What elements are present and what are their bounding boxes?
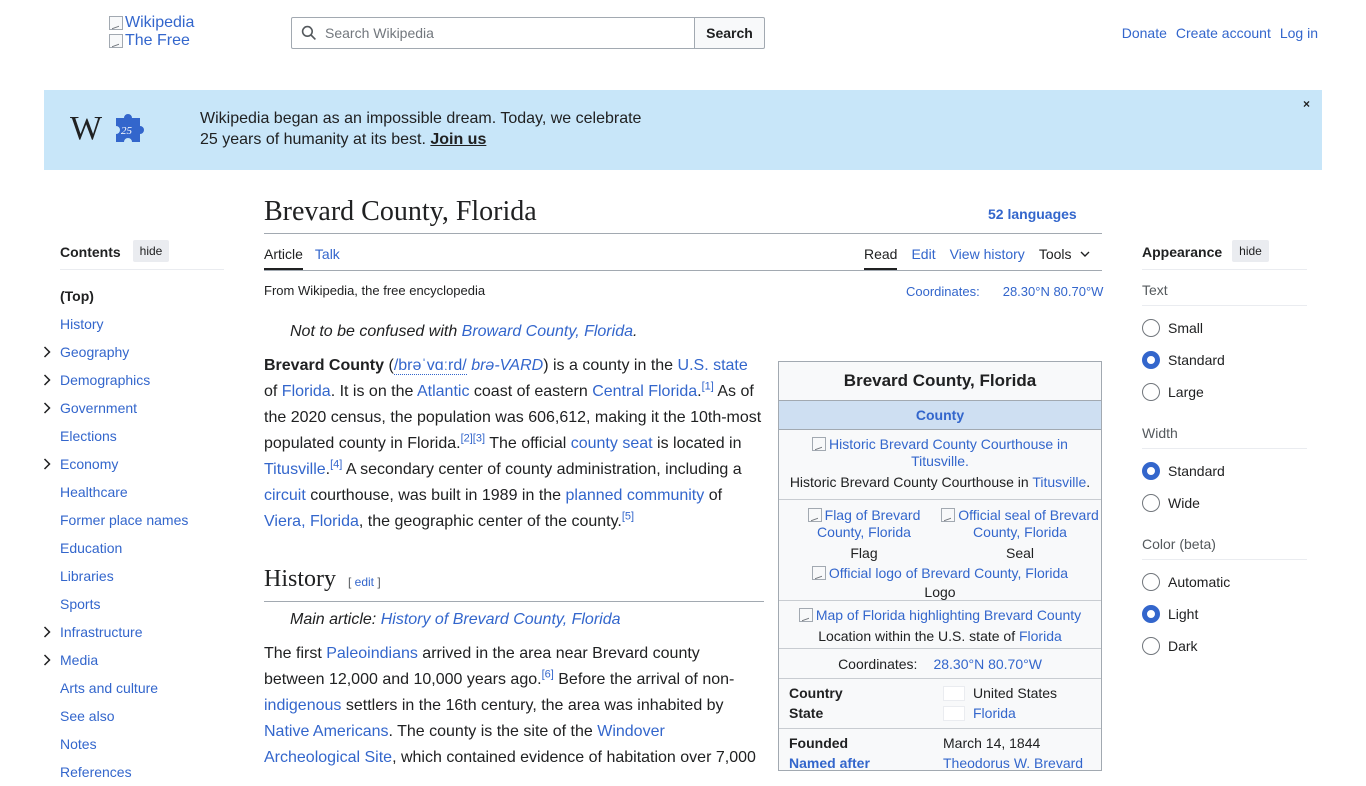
text-size-title: Text <box>1142 282 1307 306</box>
toc-item-label: Libraries <box>60 568 114 584</box>
main-article-link[interactable]: History of Brevard County, Florida <box>380 611 621 628</box>
tab-view-history[interactable]: View history <box>949 246 1025 262</box>
history-heading-text: History <box>264 566 336 592</box>
broken-image-icon <box>812 566 826 580</box>
toc-item-label: (Top) <box>60 288 94 304</box>
tab-read-underline <box>864 268 897 270</box>
text-size-option-label: Standard <box>1168 352 1225 368</box>
chevron-right-icon[interactable] <box>40 457 54 471</box>
toc-item[interactable] <box>40 338 230 366</box>
tab-edit[interactable]: Edit <box>911 246 936 262</box>
color-section <box>1142 536 1307 662</box>
radio-icon[interactable] <box>1142 319 1160 337</box>
appearance-header <box>1142 240 1307 270</box>
chevron-right-icon[interactable] <box>40 653 54 667</box>
country-value: United States <box>973 685 1058 701</box>
toc-item-label: Economy <box>60 456 119 472</box>
toc-item[interactable] <box>40 366 230 394</box>
broken-image-icon <box>812 437 826 451</box>
toc-list <box>40 282 230 786</box>
tab-article-underline <box>264 268 303 270</box>
svg-text:25: 25 <box>121 125 132 137</box>
text-size-option-label: Small <box>1168 320 1204 336</box>
text-size-option[interactable] <box>1142 344 1307 376</box>
broken-image-icon <box>109 16 123 30</box>
country-row <box>779 683 1101 703</box>
namespace-tabs <box>264 246 340 262</box>
tab-article[interactable]: Article <box>264 246 303 262</box>
page-title: Brevard County, Florida <box>264 196 537 227</box>
chevron-right-icon[interactable] <box>40 625 54 639</box>
language-label: 52 languages <box>988 206 1077 222</box>
logo-label: Logo <box>924 584 956 600</box>
toc-item[interactable] <box>40 618 230 646</box>
toc-title: Contents <box>60 244 121 260</box>
view-tabs <box>864 246 1090 262</box>
toc-item-label: Elections <box>60 428 117 444</box>
search-icon <box>301 25 317 41</box>
chevron-right-icon[interactable] <box>40 401 54 415</box>
toc-item-label: History <box>60 316 104 332</box>
flag-label: Flag <box>850 545 878 561</box>
tabs-divider <box>264 270 1102 271</box>
infobox <box>778 361 1102 771</box>
tab-talk[interactable]: Talk <box>314 246 340 262</box>
join-us-link[interactable]: Join us <box>430 131 487 148</box>
radio-icon[interactable] <box>1142 494 1160 512</box>
toc-item[interactable] <box>40 674 230 702</box>
language-button[interactable] <box>988 206 1077 222</box>
toc-item-label: Notes <box>60 736 97 752</box>
color-option-label: Dark <box>1168 638 1198 654</box>
infobox-subtitle[interactable]: County <box>779 400 1101 430</box>
toc-item[interactable] <box>40 282 230 310</box>
width-option[interactable] <box>1142 487 1307 519</box>
hatnote-link[interactable]: Broward County, Florida <box>461 323 633 340</box>
logo-alt-tagline: The Free <box>125 32 190 49</box>
named-after-value[interactable]: Theodorus W. Brevard <box>943 755 1084 771</box>
founded-value: March 14, 1844 <box>943 735 1041 751</box>
founded-row <box>779 733 1101 753</box>
tools-label: Tools <box>1038 246 1072 262</box>
toc-item-label: Media <box>60 652 99 668</box>
logo-alt-wikipedia: Wikipedia <box>125 14 195 31</box>
flag-image[interactable]: Flag of Brevard County, Florida <box>789 507 939 541</box>
seal-label: Seal <box>1005 545 1035 561</box>
toc-item[interactable] <box>40 646 230 674</box>
courthouse-caption: Historic Brevard County Courthouse in Titusville. <box>789 474 1091 490</box>
tagline: From Wikipedia, the free encyclopedia <box>264 283 486 298</box>
toc-item[interactable] <box>40 394 230 422</box>
text-size-option[interactable] <box>1142 376 1307 408</box>
us-flag-icon <box>943 686 965 701</box>
state-key: State <box>789 705 824 721</box>
width-title: Width <box>1142 425 1307 449</box>
radio-icon[interactable] <box>1142 573 1160 591</box>
state-row <box>779 703 1101 723</box>
courthouse-image[interactable]: Historic Brevard County Courthouse in Titusville. <box>779 436 1101 470</box>
user-links <box>1122 25 1318 41</box>
coordinates-label[interactable]: Coordinates: <box>906 284 980 299</box>
history-paragraph: The first Paleoindians arrived in the area near Brevard county between 12,000 and 10,000 years ago.[6] Before the arrival of non-indigenous settlers in the 16th century, the area was inhabited by Native Americans. The county is the site of the Windover Archeological Site, which contained evidence of habitation over 7,000 <box>264 645 756 766</box>
banner-message <box>200 108 641 150</box>
radio-icon[interactable] <box>1142 605 1160 623</box>
width-section <box>1142 425 1307 519</box>
infobox-location-rows <box>779 679 1101 729</box>
broken-image-icon <box>109 34 123 48</box>
banner-line-1: Wikipedia began as an impossible dream. Today, we celebrate <box>200 110 642 127</box>
tools-menu[interactable] <box>1039 246 1090 262</box>
wikipedia-logo[interactable] <box>109 14 239 52</box>
toc-item[interactable] <box>40 506 230 534</box>
text-size-section <box>1142 282 1307 408</box>
toc-header <box>60 240 224 270</box>
toc-item[interactable] <box>40 310 230 338</box>
fundraising-banner <box>44 90 1322 170</box>
history-divider <box>264 601 764 602</box>
toc-item[interactable] <box>40 534 230 562</box>
state-value[interactable]: Florida <box>973 705 1016 721</box>
color-title: Color (beta) <box>1142 536 1307 560</box>
infobox-map-row <box>779 601 1101 649</box>
puzzle-25-icon <box>112 112 144 146</box>
radio-icon[interactable] <box>1142 351 1160 369</box>
text-size-option[interactable] <box>1142 312 1307 344</box>
color-option[interactable] <box>1142 630 1307 662</box>
broken-image-icon <box>941 508 955 522</box>
width-option-label: Standard <box>1168 463 1225 479</box>
appearance-title: Appearance <box>1142 244 1223 260</box>
color-option[interactable] <box>1142 566 1307 598</box>
map-image[interactable]: Map of Florida highlighting Brevard County <box>779 607 1101 624</box>
toc-item-label: References <box>60 764 132 780</box>
coordinates-value[interactable]: 28.30°N 80.70°W <box>1002 284 1104 299</box>
toc-item-label: Education <box>60 540 123 556</box>
tab-read[interactable]: Read <box>864 246 898 262</box>
toc-item[interactable] <box>40 450 230 478</box>
toc-item[interactable] <box>40 422 230 450</box>
florida-flag-icon <box>943 706 965 721</box>
map-caption: Location within the U.S. state of Florida <box>818 628 1062 644</box>
hatnote: Not to be confused with Broward County, Florida. <box>290 323 638 340</box>
infobox-courthouse-row <box>779 430 1101 500</box>
search-box <box>291 17 695 49</box>
chevron-right-icon[interactable] <box>40 373 54 387</box>
banner-line-2: 25 years of humanity at its best. <box>200 131 431 148</box>
search-input[interactable] <box>323 24 673 42</box>
radio-icon[interactable] <box>1142 383 1160 401</box>
toc-item-label: Healthcare <box>60 484 128 500</box>
toc-item[interactable] <box>40 478 230 506</box>
create-account-link[interactable]: Create account <box>1175 25 1271 41</box>
donate-link[interactable]: Donate <box>1121 25 1167 41</box>
main-article-hatnote: Main article: History of Brevard County, Florida <box>290 611 621 628</box>
color-option-label: Light <box>1168 606 1199 622</box>
toc-item-label: Sports <box>60 596 101 612</box>
toc-item-label: Geography <box>60 344 130 360</box>
color-option-label: Automatic <box>1168 574 1231 590</box>
toc-item[interactable] <box>40 562 230 590</box>
infobox-coords-value[interactable]: 28.30°N 80.70°W <box>933 655 1042 672</box>
infobox-coords-label: Coordinates: <box>838 655 918 672</box>
color-option[interactable] <box>1142 598 1307 630</box>
named-after-key[interactable]: Named after <box>789 755 870 771</box>
toc-hide-button[interactable]: hide <box>133 240 170 262</box>
toc-item-label: Infrastructure <box>60 624 143 640</box>
infobox-title: Brevard County, Florida <box>843 371 1037 390</box>
toc-item[interactable] <box>40 758 230 786</box>
toc-item[interactable] <box>40 730 230 758</box>
infobox-coords-row <box>779 649 1101 679</box>
country-key: Country <box>789 685 843 701</box>
login-link[interactable]: Log in <box>1279 25 1318 41</box>
toc-item-label: Demographics <box>60 372 151 388</box>
lead-paragraph: Brevard County (/brəˈvɑːrd/ brə-VARD) is a county in the U.S. state of Florida. It is on the Atlantic coast of eastern Central Florida.[1] As of the 2020 census, the population was 606,612, making it the 10th-most populated county in Florida.[2][3] The official county seat is located in Titusville.[4] A secondary center of county administration, including a circuit courthouse, was built in 1989 in the planned community of Viera, Florida, the geographic center of the county.[5] <box>264 357 762 530</box>
radio-icon[interactable] <box>1142 462 1160 480</box>
text-size-option-label: Large <box>1168 384 1204 400</box>
width-option[interactable] <box>1142 455 1307 487</box>
named-after-row <box>779 753 1101 771</box>
toc-item-label: See also <box>60 708 115 724</box>
chevron-right-icon[interactable] <box>40 345 54 359</box>
toc-item-label: Former place names <box>60 512 189 528</box>
banner-close-button[interactable]: × <box>1302 97 1310 111</box>
titusville-link[interactable]: Titusville <box>1032 474 1087 490</box>
infobox-symbols-row <box>779 500 1101 601</box>
radio-icon[interactable] <box>1142 637 1160 655</box>
florida-map-link[interactable]: Florida <box>1018 628 1062 644</box>
width-option-label: Wide <box>1168 495 1200 511</box>
toc-item[interactable] <box>40 590 230 618</box>
broken-image-icon <box>808 508 822 522</box>
banner-w-logo: W <box>70 110 101 147</box>
founded-key: Founded <box>789 735 849 751</box>
coordinates-top <box>906 284 1103 299</box>
history-heading <box>264 566 381 593</box>
infobox-history-rows <box>779 729 1101 771</box>
title-divider <box>264 233 1102 234</box>
seal-image[interactable]: Official seal of Brevard County, Florida <box>939 507 1101 541</box>
toc-item-label: Government <box>60 400 138 416</box>
logo-image[interactable]: Official logo of Brevard County, Florida <box>779 565 1101 582</box>
chevron-down-icon <box>1080 249 1090 259</box>
toc-item-label: Arts and culture <box>60 680 159 696</box>
history-edit-link[interactable]: [ edit ] <box>348 575 381 589</box>
appearance-hide-button[interactable]: hide <box>1232 240 1269 262</box>
broken-image-icon <box>799 608 813 622</box>
search-button[interactable]: Search <box>694 17 765 49</box>
toc-item[interactable] <box>40 702 230 730</box>
